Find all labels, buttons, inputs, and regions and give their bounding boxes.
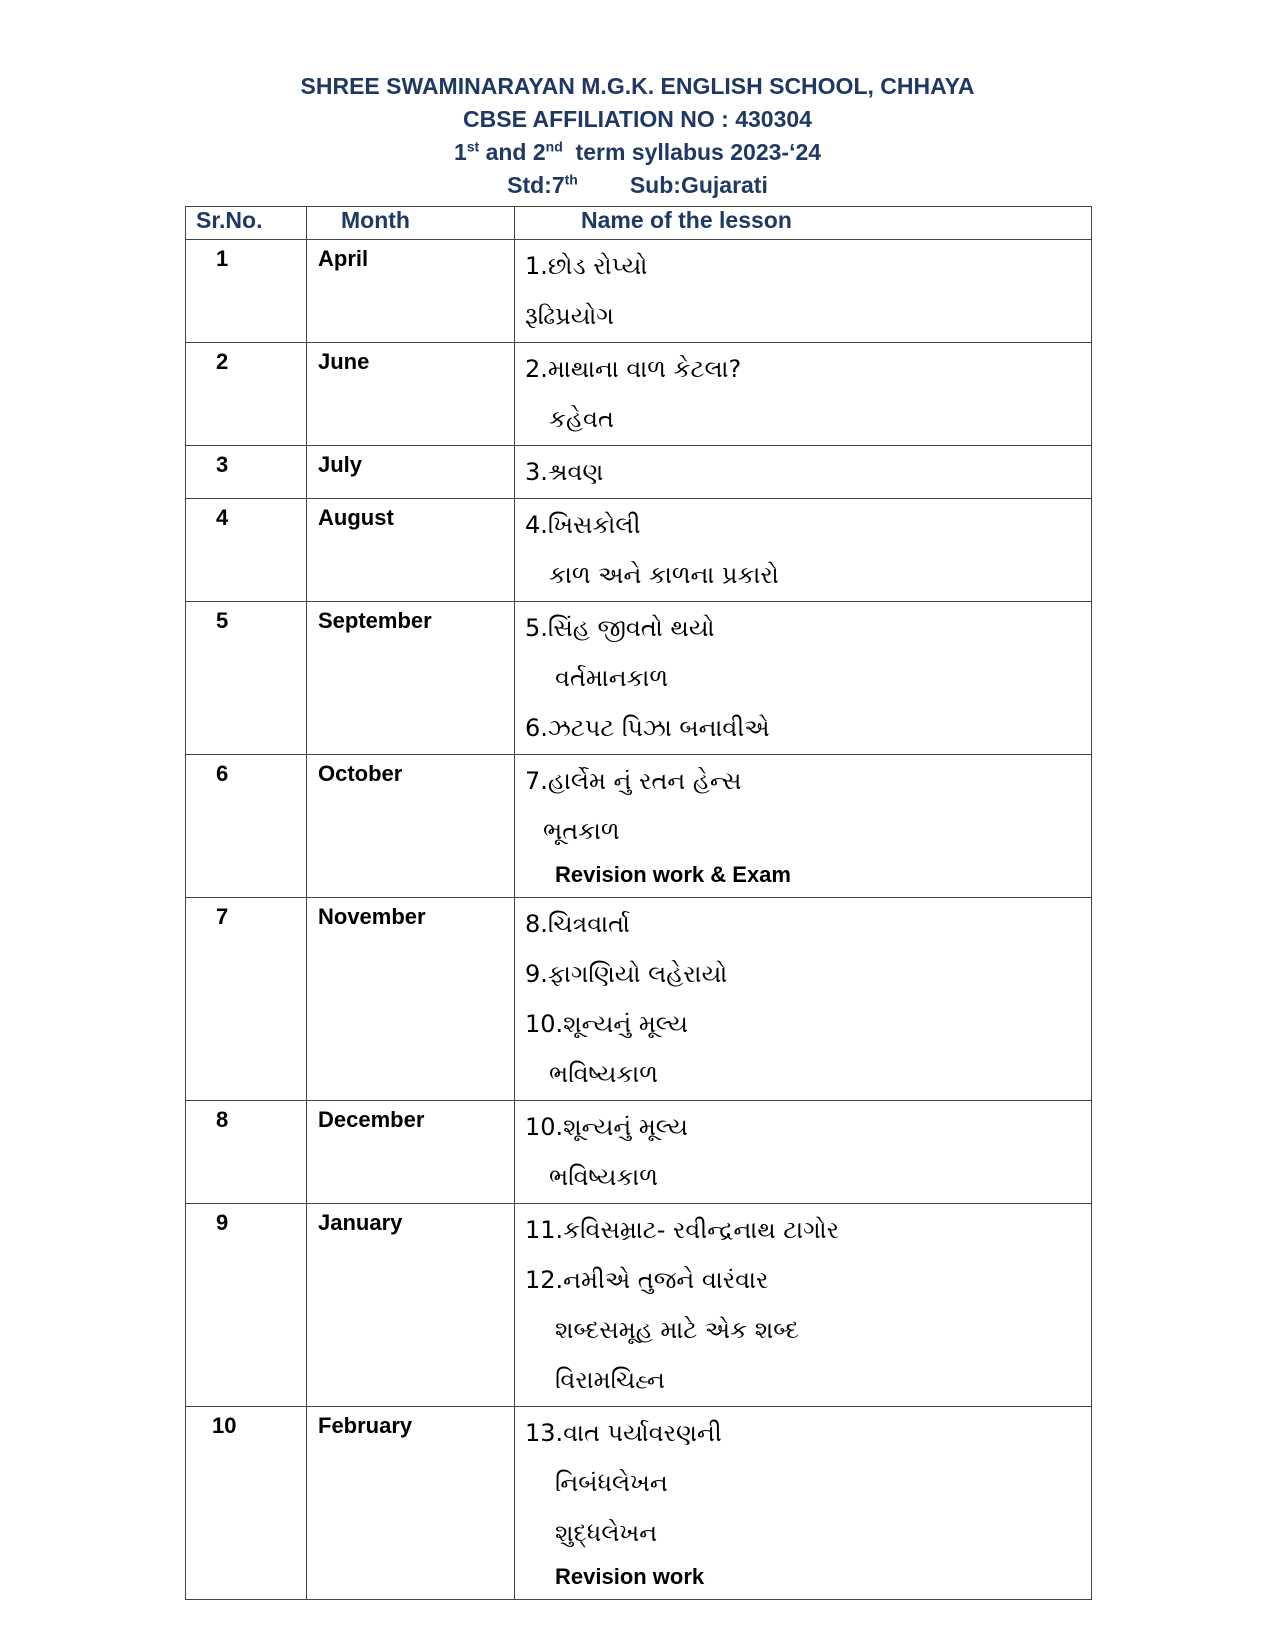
lesson-line: 8.ચિત્રવાર્તા bbox=[525, 910, 630, 938]
document-header bbox=[0, 70, 1275, 202]
lesson-line: 12.નમીએ તુજને વારંવાર bbox=[525, 1266, 769, 1294]
column-header-lesson: Name of the lesson bbox=[515, 207, 1092, 240]
lesson-line: શબ્દસમૂહ માટે એક શબ્દ bbox=[555, 1316, 799, 1344]
lesson-line: 13.વાત પર્યાવરણની bbox=[525, 1419, 722, 1447]
std-subject-line bbox=[0, 169, 1275, 202]
lesson-line: 10.શૂન્યનું મૂલ્ય bbox=[525, 1010, 688, 1038]
school-name: SHREE SWAMINARAYAN M.G.K. ENGLISH SCHOOL, CHHAYA bbox=[300, 73, 975, 99]
table-row bbox=[186, 499, 1092, 602]
month-cell: December bbox=[307, 1101, 515, 1204]
month-cell: September bbox=[307, 602, 515, 755]
table-row bbox=[186, 343, 1092, 446]
column-header-srno: Sr.No. bbox=[186, 207, 307, 240]
table-row bbox=[186, 755, 1092, 898]
sr-no-cell: 6 bbox=[186, 755, 307, 898]
lesson-line: ભવિષ્યકાળ bbox=[549, 1163, 658, 1191]
month-cell: February bbox=[307, 1407, 515, 1600]
lesson-cell bbox=[515, 755, 1092, 898]
lesson-line: 2.માથાના વાળ કેટલા? bbox=[525, 355, 742, 383]
lesson-line: રૂઢિપ્રયોગ bbox=[525, 302, 614, 330]
lesson-cell bbox=[515, 446, 1092, 499]
lesson-line: 3.શ્રવણ bbox=[525, 458, 604, 486]
lesson-cell bbox=[515, 240, 1092, 343]
lesson-line: 1.છોડ રોપ્યો bbox=[525, 252, 648, 280]
lesson-line: ભવિષ્યકાળ bbox=[549, 1060, 658, 1088]
table-row bbox=[186, 446, 1092, 499]
lesson-line: 9.ફાગણિયો લહેરાયો bbox=[525, 960, 728, 988]
lesson-line: કહેવત bbox=[549, 405, 614, 433]
lesson-cell bbox=[515, 1101, 1092, 1204]
month-cell: November bbox=[307, 898, 515, 1101]
affiliation-number: CBSE AFFILIATION NO : 430304 bbox=[463, 106, 812, 132]
sr-no-cell: 1 bbox=[186, 240, 307, 343]
lesson-line: વિરામચિહ્ન bbox=[555, 1366, 665, 1394]
lesson-line: 6.ઝટપટ પિઝા બનાવીએ bbox=[525, 714, 770, 742]
lesson-cell bbox=[515, 1204, 1092, 1407]
sr-no-cell: 10 bbox=[186, 1407, 307, 1600]
lesson-line: કાળ અને કાળના પ્રકારો bbox=[549, 561, 779, 589]
subject: Sub:Gujarati bbox=[629, 172, 768, 198]
month-cell: July bbox=[307, 446, 515, 499]
lesson-line: 5.સિંહ જીવતો થયો bbox=[525, 614, 715, 642]
table-row bbox=[186, 602, 1092, 755]
sr-no-cell: 7 bbox=[186, 898, 307, 1101]
lesson-cell bbox=[515, 343, 1092, 446]
table-row bbox=[186, 1407, 1092, 1600]
lesson-line: Revision work & Exam bbox=[555, 862, 791, 887]
table-row bbox=[186, 1101, 1092, 1204]
lesson-cell bbox=[515, 1407, 1092, 1600]
sr-no-cell: 4 bbox=[186, 499, 307, 602]
lesson-line: 11.કવિસમ્રાટ- રવીન્દ્રનાથ ટાગોર bbox=[525, 1216, 840, 1244]
lesson-line: Revision work bbox=[555, 1564, 705, 1589]
lesson-line: શુદ્ધલેખન bbox=[555, 1519, 658, 1547]
sr-no-cell: 5 bbox=[186, 602, 307, 755]
sr-no-cell: 3 bbox=[186, 446, 307, 499]
lesson-line: 10.શૂન્યનું મૂલ્ય bbox=[525, 1113, 688, 1141]
month-cell: January bbox=[307, 1204, 515, 1407]
sr-no-cell: 9 bbox=[186, 1204, 307, 1407]
term-title: 1st and 2nd term syllabus 2023-‘24 bbox=[453, 138, 822, 165]
table-row bbox=[186, 240, 1092, 343]
lesson-line: નિબંધલેખન bbox=[555, 1469, 668, 1497]
table-header-row bbox=[186, 207, 1092, 240]
lesson-line: 7.હાર્લેમ નું રતન હેન્સ bbox=[525, 767, 742, 795]
sr-no-cell: 2 bbox=[186, 343, 307, 446]
lesson-line: વર્તમાનકાળ bbox=[555, 664, 669, 692]
lesson-line: ભૂતકાળ bbox=[543, 817, 620, 845]
table-row bbox=[186, 898, 1092, 1101]
lesson-cell bbox=[515, 499, 1092, 602]
standard: Std:7th bbox=[507, 171, 578, 198]
month-cell: April bbox=[307, 240, 515, 343]
lesson-cell bbox=[515, 602, 1092, 755]
month-cell: October bbox=[307, 755, 515, 898]
sr-no-cell: 8 bbox=[186, 1101, 307, 1204]
month-cell: June bbox=[307, 343, 515, 446]
column-header-month: Month bbox=[307, 207, 515, 240]
lesson-cell bbox=[515, 898, 1092, 1101]
lesson-line: 4.ખિસકોલી bbox=[525, 511, 641, 539]
table-row bbox=[186, 1204, 1092, 1407]
month-cell: August bbox=[307, 499, 515, 602]
syllabus-table bbox=[185, 206, 1092, 1600]
